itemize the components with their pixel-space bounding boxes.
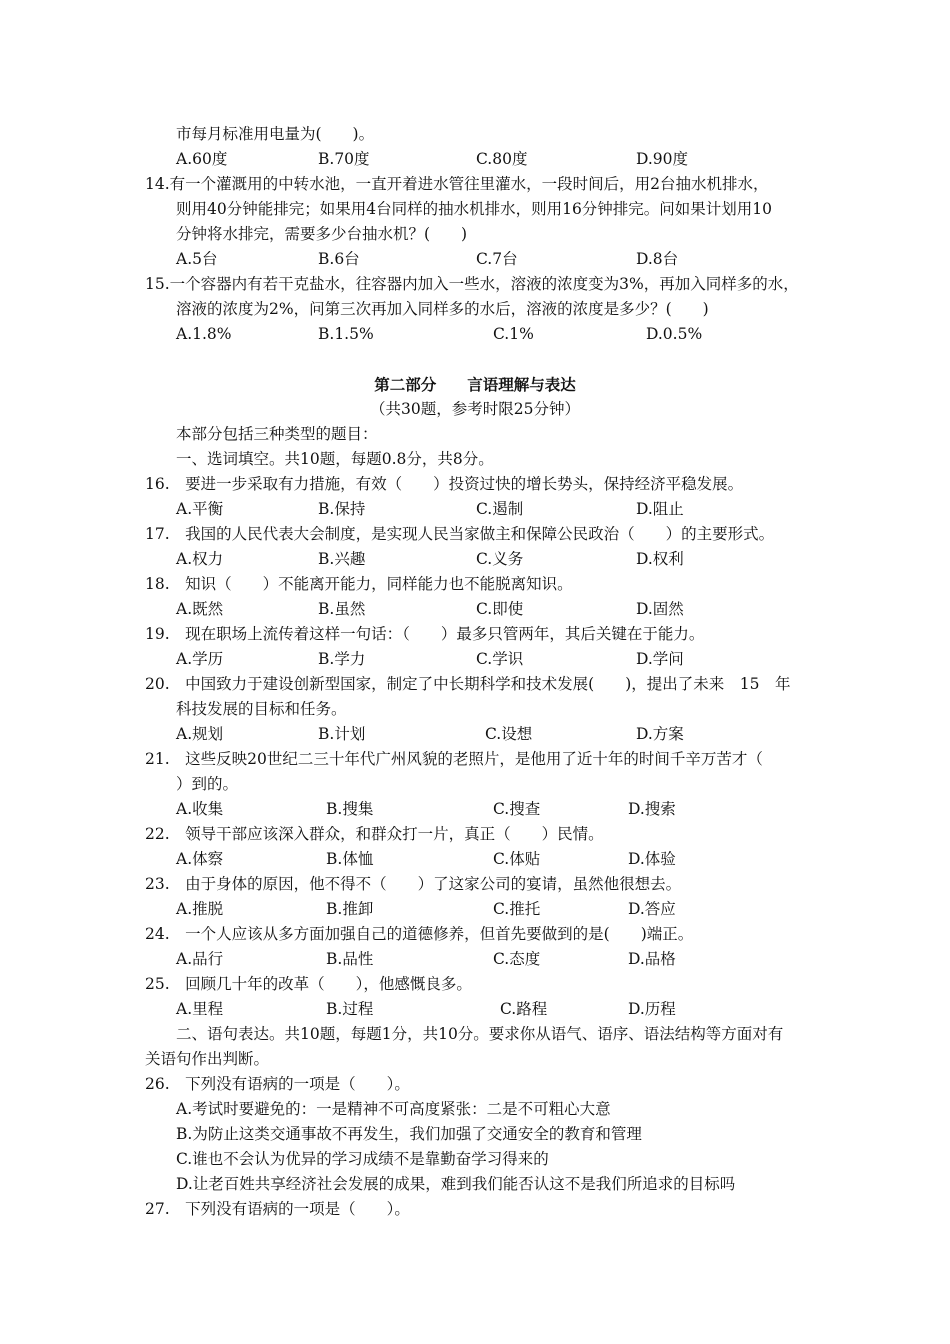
options-row — [0, 497, 950, 522]
answer-option: D.学问 — [636, 650, 684, 668]
options-row — [0, 847, 950, 872]
section-heading: 第二部分 言语理解与表达 — [374, 375, 576, 394]
text-line: 分钟将水排完，需要多少台抽水机？( ) — [176, 225, 468, 243]
question-line: 15.一个容器内有若干克盐水，往容器内加入一些水，溶液的浓度变为3%，再加入同样多的水， — [145, 275, 799, 293]
options-row — [0, 322, 950, 347]
question-line: 27. 下列没有语病的一项是（ ）。 — [145, 1200, 410, 1218]
question-line: 18. 知识（ ）不能离开能力，同样能力也不能脱离知识。 — [145, 575, 573, 593]
text-line: C.谁也不会认为优异的学习成绩不是靠勤奋学习得来的 — [176, 1150, 549, 1168]
answer-option: A.里程 — [176, 1000, 224, 1018]
answer-option: A.学历 — [176, 650, 224, 668]
answer-option: D.0.5% — [646, 325, 703, 343]
answer-option: B.计划 — [318, 725, 366, 743]
answer-option: D.固然 — [636, 600, 684, 618]
answer-option: D.权利 — [636, 550, 684, 568]
question-line: 17. 我国的人民代表大会制度，是实现人民当家做主和保障公民政治（ ）的主要形式。 — [145, 525, 775, 543]
question-line: 25. 回顾几十年的改革（ ），他感慨良多。 — [145, 975, 472, 993]
answer-option: C.遏制 — [476, 500, 524, 518]
options-row — [0, 597, 950, 622]
answer-option: A.规划 — [176, 725, 224, 743]
question-line: 19. 现在职场上流传着这样一句话：（ ）最多只管两年，其后关键在于能力。 — [145, 625, 705, 643]
options-row — [0, 547, 950, 572]
text-line: 则用40分钟能排完；如果用4台同样的抽水机排水，则用16分钟排完。问如果计划用10 — [176, 200, 773, 218]
question-line: 24. 一个人应该从多方面加强自己的道德修养，但首先要做到的是( )端正。 — [145, 925, 694, 943]
options-row — [0, 997, 950, 1022]
answer-option: D.8台 — [636, 250, 679, 268]
answer-option: D.历程 — [628, 1000, 676, 1018]
options-row — [0, 947, 950, 972]
text-line: 本部分包括三种类型的题目： — [176, 425, 378, 443]
answer-option: D.方案 — [636, 725, 684, 743]
question-line: 23. 由于身体的原因，他不得不（ ）了这家公司的宴请，虽然他很想去。 — [145, 875, 682, 893]
answer-option: D.答应 — [628, 900, 676, 918]
answer-option: D.90度 — [636, 150, 689, 168]
answer-option: B.品性 — [326, 950, 374, 968]
answer-option: B.70度 — [318, 150, 370, 168]
answer-option: C.设想 — [485, 725, 533, 743]
section-subheading: （共30题，参考时限25分钟） — [370, 400, 580, 418]
options-row — [0, 647, 950, 672]
question-line: 26. 下列没有语病的一项是（ ）。 — [145, 1075, 410, 1093]
answer-option: C.搜查 — [493, 800, 541, 818]
answer-option: A.推脱 — [176, 900, 224, 918]
text-line: 二、语句表达。共10题，每题1分，共10分。要求你从语气、语序、语法结构等方面对有 — [176, 1025, 784, 1043]
answer-option: C.推托 — [493, 900, 541, 918]
answer-option: B.过程 — [326, 1000, 374, 1018]
answer-option: B.1.5% — [318, 325, 374, 343]
question-line: 20. 中国致力于建设创新型国家，制定了中长期科学和技术发展( )，提出了未来 15 年 — [145, 675, 791, 693]
answer-option: A.权力 — [176, 550, 224, 568]
answer-option: C.即使 — [476, 600, 524, 618]
question-line: 14.有一个灌溉用的中转水池，一直开着进水管往里灌水，一段时间后，用2台抽水机排水， — [145, 175, 769, 193]
answer-option: B.推卸 — [326, 900, 374, 918]
answer-option: A.60度 — [176, 150, 228, 168]
text-line: B.为防止这类交通事故不再发生，我们加强了交通安全的教育和管理 — [176, 1125, 642, 1143]
text-line: 一、选词填空。共10题，每题0.8分，共8分。 — [176, 450, 494, 468]
answer-option: A.1.8% — [176, 325, 232, 343]
question-line: 22. 领导干部应该深入群众，和群众打一片，真正（ ）民情。 — [145, 825, 604, 843]
answer-option: B.兴趣 — [318, 550, 366, 568]
answer-option: A.既然 — [176, 600, 224, 618]
answer-option: D.体验 — [628, 850, 676, 868]
answer-option: A.品行 — [176, 950, 224, 968]
answer-option: A.5台 — [176, 250, 218, 268]
answer-option: C.学识 — [476, 650, 524, 668]
question-line: 16. 要进一步采取有力措施，有效（ ）投资过快的增长势头，保持经济平稳发展。 — [145, 475, 744, 493]
answer-option: A.收集 — [176, 800, 224, 818]
text-line: 科技发展的目标和任务。 — [176, 700, 347, 718]
answer-option: D.阻止 — [636, 500, 684, 518]
text-line: 市每月标准用电量为( )。 — [176, 125, 375, 143]
answer-option: B.体恤 — [326, 850, 374, 868]
answer-option: B.保持 — [318, 500, 366, 518]
answer-option: C.态度 — [493, 950, 541, 968]
options-row — [0, 797, 950, 822]
answer-option: C.义务 — [476, 550, 524, 568]
answer-option: C.1% — [493, 325, 534, 343]
answer-option: C.7台 — [476, 250, 518, 268]
options-row — [0, 722, 950, 747]
question-line: 21. 这些反映20世纪二三十年代广州风貌的老照片，是他用了近十年的时间千辛万苦才（ — [145, 750, 763, 768]
answer-option: D.搜索 — [628, 800, 676, 818]
answer-option: B.搜集 — [326, 800, 374, 818]
answer-option: B.学力 — [318, 650, 366, 668]
text-line: D.让老百姓共享经济社会发展的成果，难到我们能否认这不是我们所追求的目标吗 — [176, 1175, 736, 1193]
options-row — [0, 147, 950, 172]
answer-option: A.平衡 — [176, 500, 224, 518]
answer-option: C.路程 — [500, 1000, 548, 1018]
options-row — [0, 247, 950, 272]
options-row — [0, 897, 950, 922]
text-line: 溶液的浓度为2%，问第三次再加入同样多的水后，溶液的浓度是多少？( ) — [176, 300, 709, 318]
answer-option: B.6台 — [318, 250, 360, 268]
question-line: 关语句作出判断。 — [145, 1050, 270, 1068]
answer-option: B.虽然 — [318, 600, 366, 618]
text-line: ）到的。 — [176, 775, 239, 793]
answer-option: C.体贴 — [493, 850, 541, 868]
text-line: A.考试时要避免的：一是精神不可高度紧张：二是不可粗心大意 — [176, 1100, 611, 1118]
answer-option: A.体察 — [176, 850, 224, 868]
answer-option: D.品格 — [628, 950, 676, 968]
answer-option: C.80度 — [476, 150, 528, 168]
